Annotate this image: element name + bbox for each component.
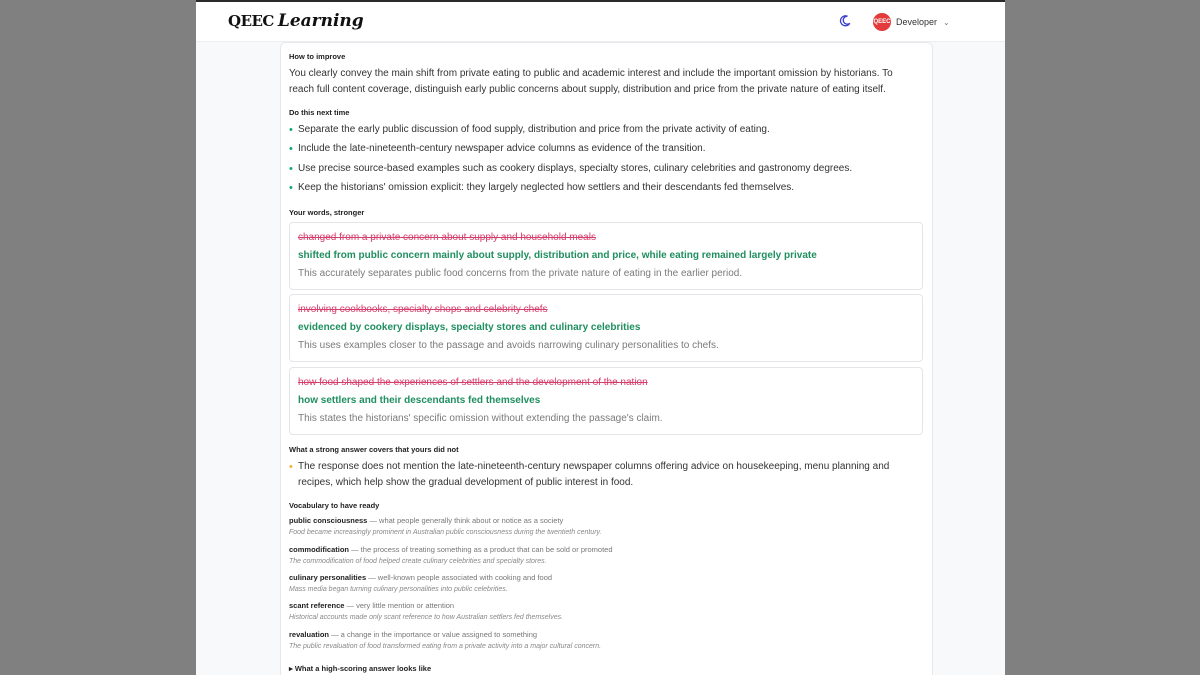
bullet-icon: • (289, 143, 293, 155)
list-item (289, 122, 770, 138)
rewrite-card (289, 367, 923, 435)
vocab-entry (289, 630, 537, 639)
improve-text-line2: reach full content coverage, distinguish early public concerns about supply, distribution and price from the private nature of eating itself. (289, 84, 886, 95)
missing-line2: recipes, which help show the gradual development of public interest in food. (298, 477, 634, 488)
moon-icon[interactable] (838, 14, 852, 28)
logo-mark: QEEC (228, 12, 274, 30)
bullet-icon: • (289, 182, 293, 194)
original-phrase: changed from a private concern about supply and household meals (298, 232, 596, 243)
vocab-entry (289, 601, 454, 610)
vocab-definition: — what people generally think about or notice as a society (367, 516, 564, 525)
top-bar (196, 2, 1005, 42)
vocab-entry (289, 545, 613, 554)
vocab-term: culinary personalities (289, 573, 367, 582)
vocab-term: scant reference (289, 601, 345, 610)
section-heading-next-time: Do this next time (289, 108, 350, 117)
app-window (196, 0, 1005, 675)
missing-line1: The response does not mention the late-nineteenth-century newspaper columns offering advice on housekeeping, menu planning and (298, 461, 890, 472)
improved-phrase: evidenced by cookery displays, specialty stores and culinary celebrities (298, 322, 641, 333)
section-heading-vocab: Vocabulary to have ready (289, 501, 380, 510)
high-scoring-toggle[interactable]: ▸ What a high-scoring answer looks like (289, 664, 432, 673)
vocab-example: Historical accounts made only scant reference to how Australian settlers fed themselves. (289, 614, 564, 621)
vocab-definition: — well-known people associated with cooking and food (366, 573, 553, 582)
logo-text: Learning (277, 11, 364, 31)
logo[interactable] (228, 11, 364, 31)
missing-item-cont (289, 475, 633, 491)
bullet-icon: • (289, 461, 293, 473)
vocab-term: commodification (289, 545, 350, 554)
section-heading-missing: What a strong answer covers that yours did not (289, 445, 459, 454)
vocab-definition: — very little mention or attention (344, 601, 455, 610)
improve-text-line1: You clearly convey the main shift from private eating to public and academic interest and include the important omission by historians. To (289, 68, 893, 79)
rewrite-reason: This uses examples closer to the passage and avoids narrowing culinary personalities to chefs. (298, 340, 719, 351)
bullet-icon: • (289, 163, 293, 175)
improved-phrase: shifted from public concern mainly about supply, distribution and price, while eating remained largely private (298, 250, 817, 261)
user-name: Developer (896, 17, 938, 27)
list-item (289, 180, 794, 196)
vocab-definition: — a change in the importance or value assigned to something (329, 630, 538, 639)
original-phrase: involving cookbooks, specialty shops and celebrity chefs (298, 304, 548, 315)
rewrite-card (289, 294, 923, 362)
list-item (289, 161, 852, 177)
rewrite-reason: This states the historians' specific omission without extending the passage's claim. (298, 413, 663, 424)
chevron-down-icon: ⌄ (943, 17, 950, 27)
user-menu[interactable] (873, 13, 950, 31)
improved-phrase: how settlers and their descendants fed themselves (298, 395, 541, 406)
list-item-text: Include the late-nineteenth-century newspaper advice columns as evidence of the transition. (298, 143, 706, 154)
list-item-text: Separate the early public discussion of food supply, distribution and price from the private activity of eating. (298, 124, 770, 135)
list-item (289, 141, 705, 157)
vocab-example: Food became increasingly prominent in Australian public consciousness during the twentieth century. (289, 529, 602, 536)
list-item-text: Keep the historians' omission explicit: they largely neglected how settlers and their descendants fed themselves. (298, 182, 795, 193)
rewrite-reason: This accurately separates public food concerns from the private nature of eating in the earlier period. (298, 268, 743, 279)
vocab-entry (289, 573, 552, 582)
vocab-term: public consciousness (289, 516, 368, 525)
rewrite-card (289, 222, 923, 290)
avatar: QEEC (873, 13, 891, 31)
vocab-example: Mass media began turning culinary personalities into public celebrities. (289, 586, 508, 593)
vocab-example: The public revaluation of food transformed eating from a private activity into a major cultural concern. (289, 643, 602, 650)
vocab-term: revaluation (289, 630, 330, 639)
list-item-text: Use precise source-based examples such as cookery displays, specialty stores, culinary celebrities and gastronomy degrees. (298, 163, 853, 174)
section-heading-improve: How to improve (289, 52, 346, 61)
original-phrase: how food shaped the experiences of settlers and the development of the nation (298, 377, 648, 388)
vocab-example: The commodification of food helped create culinary celebrities and specialty stores. (289, 558, 547, 565)
section-heading-stronger: Your words, stronger (289, 208, 365, 217)
bullet-icon: • (289, 124, 293, 136)
vocab-entry (289, 516, 563, 525)
missing-item (289, 459, 889, 475)
vocab-definition: — the process of treating something as a product that can be sold or promoted (349, 545, 613, 554)
